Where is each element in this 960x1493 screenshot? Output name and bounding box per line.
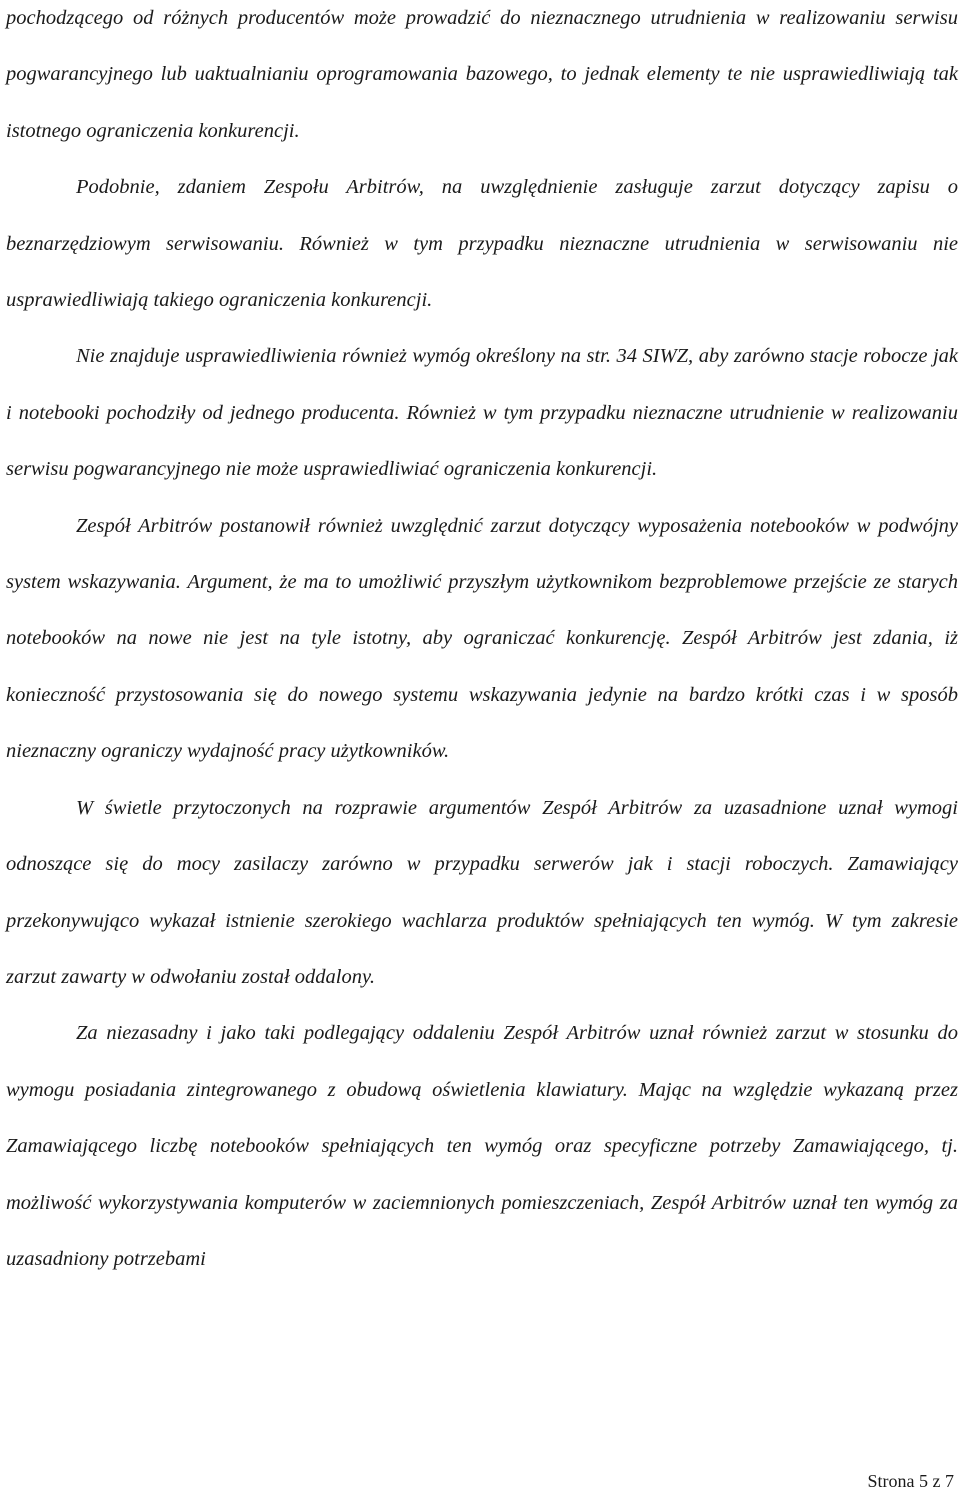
paragraph-6: Za niezasadny i jako taki podlegający oddaleniu Zespół Arbitrów uznał również zarzut w stosunku do wymogu posiadania zintegrowanego z obudową oświetlenia klawiatury. Mając na względzie wykazaną przez Zamawiającego liczbę notebooków spełniających ten wymóg oraz specyficzne potrzeby Zamawiającego, tj. możliwość wykorzystywania komputerów w zaciemnionych pomieszczeniach, Zespół Arbitrów uznał ten wymóg za uzasadniony potrzebami	[6, 1022, 958, 1270]
paragraph-2: Podobnie, zdaniem Zespołu Arbitrów, na uwzględnienie zasługuje zarzut dotyczący zapisu o beznarzędziowym serwisowaniu. Również w tym przypadku nieznaczne utrudnienia w serwisowaniu nie usprawiedliwiają takiego ograniczenia konkurencji.	[6, 176, 958, 312]
paragraph-3: Nie znajduje usprawiedliwienia również wymóg określony na str. 34 SIWZ, aby zarówno stacje robocze jak i notebooki pochodziły od jednego producenta. Również w tym przypadku nieznaczne utrudnienie w realizowaniu serwisu pogwarancyjnego nie może usprawiedliwiać ograniczenia konkurencji.	[6, 345, 958, 481]
paragraph-5: W świetle przytoczonych na rozprawie argumentów Zespół Arbitrów za uzasadnione uznał wymogi odnoszące się do mocy zasilaczy zarówno w przypadku serwerów jak i stacji roboczych. Zamawiający przekonywująco wykazał istnienie szerokiego wachlarza produktów spełniających ten wymóg. W tym zakresie zarzut zawarty w odwołaniu został oddalony.	[6, 796, 958, 988]
paragraph-1: pochodzącego od różnych producentów może prowadzić do nieznacznego utrudnienia w realizowaniu serwisu pogwarancyjnego lub uaktualnianiu oprogramowania bazowego, to jednak elementy te nie usprawiedliwiają tak istotnego ograniczenia konkurencji.	[6, 7, 958, 142]
document-body	[6, 0, 958, 1287]
page-number: Strona 5 z 7	[867, 1471, 954, 1491]
paragraph-4: Zespół Arbitrów postanowił również uwzględnić zarzut dotyczący wyposażenia notebooków w podwójny system wskazywania. Argument, że ma to umożliwić przyszłym użytkownikom bezproblemowe przejście ze starych notebooków na nowe nie jest na tyle istotny, aby ograniczać konkurencję. Zespół Arbitrów jest zdania, iż konieczność przystosowania się do nowego systemu wskazywania jedynie na bardzo krótki czas i w sposób nieznaczny ograniczy wydajność pracy użytkowników.	[6, 514, 958, 763]
